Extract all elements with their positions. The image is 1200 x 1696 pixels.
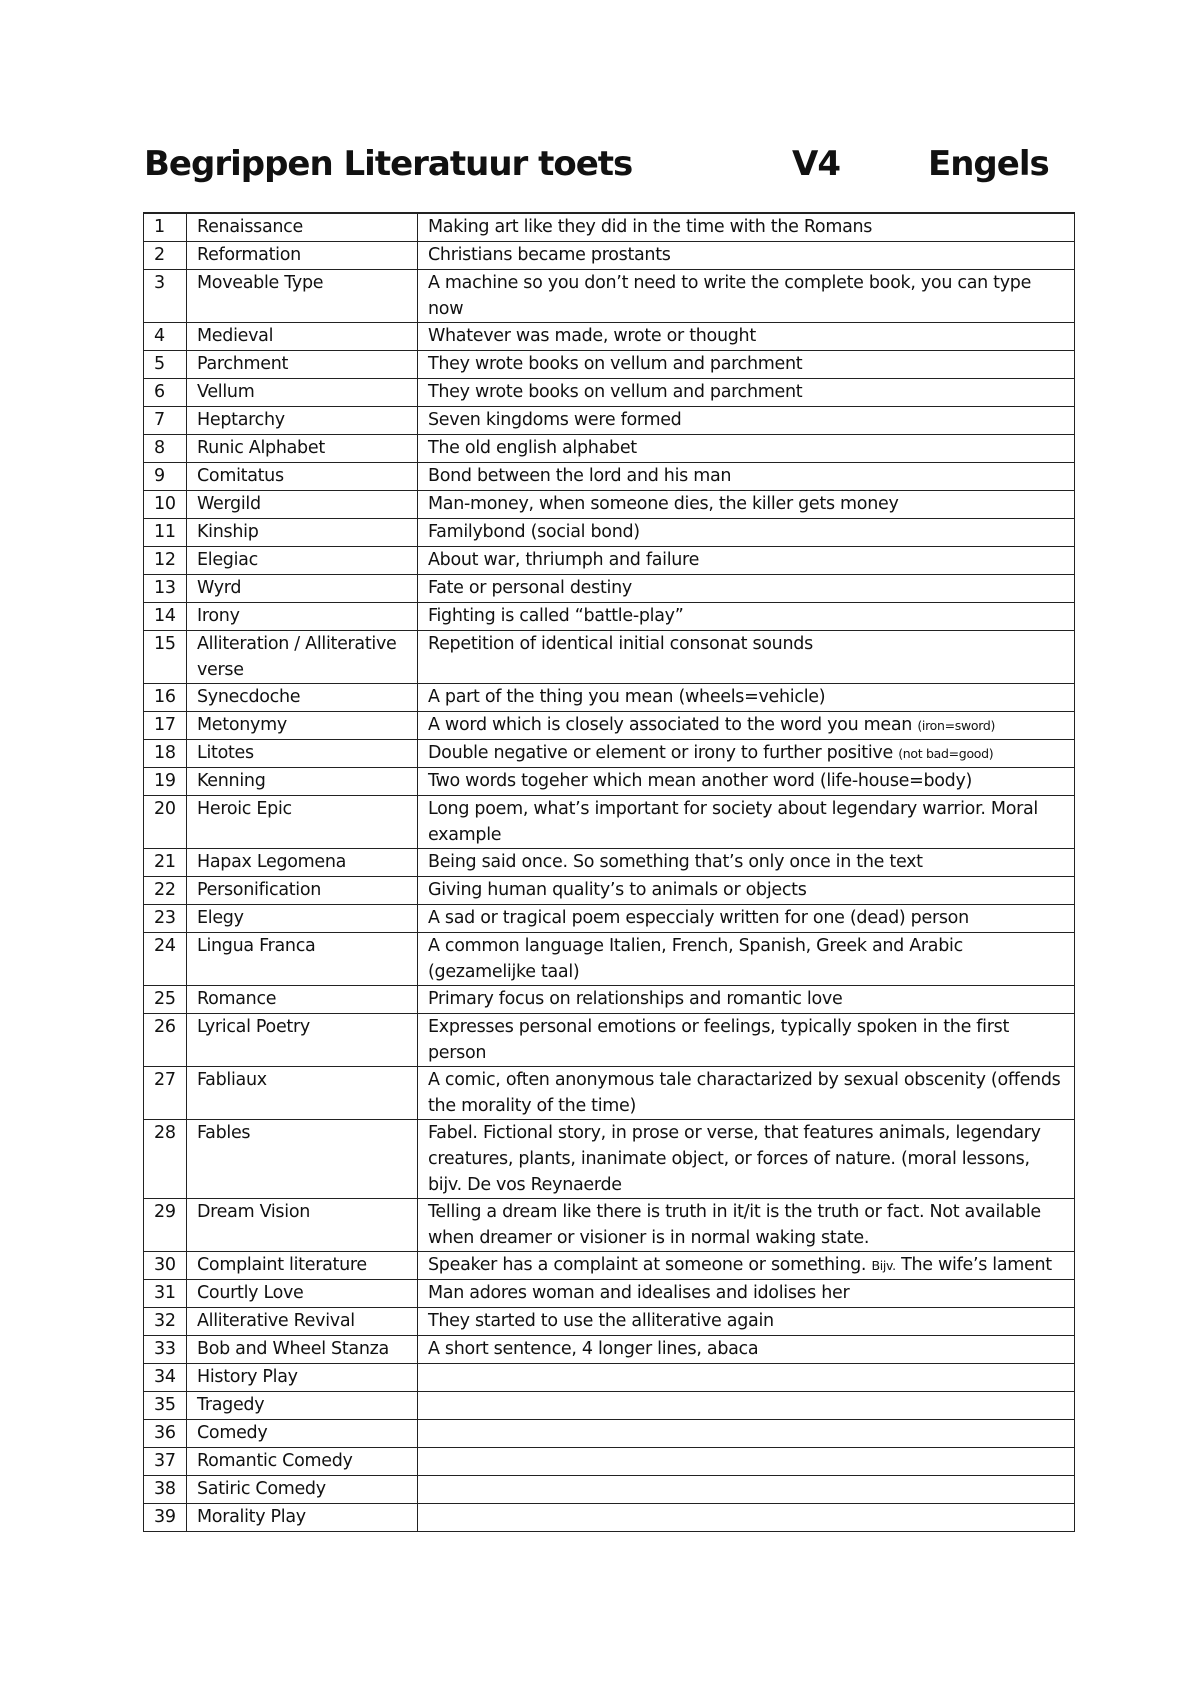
row-number: 2 <box>144 241 187 269</box>
definition-note: Bijv. <box>871 1257 896 1273</box>
definition-cell <box>418 406 1075 434</box>
table-row <box>144 1335 1075 1363</box>
row-number: 39 <box>144 1503 187 1531</box>
term-cell: Elegiac <box>187 546 418 574</box>
definition-cell <box>418 904 1075 932</box>
term-cell: Romantic Comedy <box>187 1447 418 1475</box>
table-row <box>144 241 1075 269</box>
row-number: 20 <box>144 795 187 848</box>
term-cell: Kenning <box>187 767 418 795</box>
table-row <box>144 739 1075 767</box>
term-cell: Vellum <box>187 378 418 406</box>
definition-cell <box>418 1198 1075 1251</box>
row-number: 33 <box>144 1335 187 1363</box>
class-level: V4 <box>792 144 840 184</box>
term-cell: Alliterative Revival <box>187 1307 418 1335</box>
table-row <box>144 462 1075 490</box>
definition-cell <box>418 378 1075 406</box>
definition-note: (not bad=good) <box>898 745 994 761</box>
definition-cell <box>418 350 1075 378</box>
row-number: 7 <box>144 406 187 434</box>
definition-text: Long poem, what’s important for society about legendary warrior. Moral example <box>428 798 1038 845</box>
row-number: 28 <box>144 1119 187 1198</box>
definition-text: A sad or tragical poem especcialy written for one (dead) person <box>428 907 969 928</box>
term-cell: Bob and Wheel Stanza <box>187 1335 418 1363</box>
definition-cell <box>418 322 1075 350</box>
definition-text: Bond between the lord and his man <box>428 465 732 486</box>
definition-cell <box>418 1335 1075 1363</box>
term-cell: Romance <box>187 985 418 1013</box>
terms-table <box>143 212 1075 1532</box>
term-cell: Renaissance <box>187 213 418 241</box>
definition-cell <box>418 1279 1075 1307</box>
term-cell: Courtly Love <box>187 1279 418 1307</box>
definition-text: Familybond (social bond) <box>428 521 640 542</box>
definition-text: They started to use the alliterative again <box>428 1310 774 1331</box>
terms-table-body <box>144 213 1075 1531</box>
table-row <box>144 213 1075 241</box>
definition-text: Fighting is called “battle-play” <box>428 605 684 626</box>
row-number: 25 <box>144 985 187 1013</box>
definition-text: A part of the thing you mean (wheels=vehicle) <box>428 686 826 707</box>
term-cell: Satiric Comedy <box>187 1475 418 1503</box>
row-number: 34 <box>144 1363 187 1391</box>
term-cell: Wyrd <box>187 574 418 602</box>
definition-tail: The wife’s lament <box>901 1254 1052 1275</box>
row-number: 19 <box>144 767 187 795</box>
term-cell: Lyrical Poetry <box>187 1013 418 1066</box>
definition-text: Telling a dream like there is truth in it/it is the truth or fact. Not available when dreamer or visioner is in normal waking state. <box>428 1201 1041 1248</box>
row-number: 4 <box>144 322 187 350</box>
definition-text: Whatever was made, wrote or thought <box>428 325 756 346</box>
term-cell: History Play <box>187 1363 418 1391</box>
definition-cell <box>418 1307 1075 1335</box>
table-row <box>144 1419 1075 1447</box>
definition-cell <box>418 1475 1075 1503</box>
row-number: 35 <box>144 1391 187 1419</box>
row-number: 27 <box>144 1066 187 1119</box>
table-row <box>144 322 1075 350</box>
term-cell: Morality Play <box>187 1503 418 1531</box>
row-number: 12 <box>144 546 187 574</box>
table-row <box>144 1119 1075 1198</box>
definition-cell <box>418 1119 1075 1198</box>
term-cell: Hapax Legomena <box>187 848 418 876</box>
table-row <box>144 630 1075 683</box>
definition-cell <box>418 1419 1075 1447</box>
definition-cell <box>418 1391 1075 1419</box>
definition-note: (iron=sword) <box>917 717 996 733</box>
definition-cell <box>418 932 1075 985</box>
definition-text: Fate or personal destiny <box>428 577 632 598</box>
definition-cell <box>418 546 1075 574</box>
table-row <box>144 406 1075 434</box>
table-row <box>144 518 1075 546</box>
row-number: 23 <box>144 904 187 932</box>
row-number: 9 <box>144 462 187 490</box>
term-cell: Fables <box>187 1119 418 1198</box>
definition-text: Speaker has a complaint at someone or something. <box>428 1254 867 1275</box>
table-row <box>144 1198 1075 1251</box>
definition-text: Primary focus on relationships and romantic love <box>428 988 843 1009</box>
definition-cell <box>418 1251 1075 1279</box>
table-row <box>144 1503 1075 1531</box>
definition-text: A machine so you don’t need to write the complete book, you can type now <box>428 272 1032 319</box>
row-number: 16 <box>144 683 187 711</box>
table-row <box>144 546 1075 574</box>
term-cell: Parchment <box>187 350 418 378</box>
row-number: 6 <box>144 378 187 406</box>
row-number: 30 <box>144 1251 187 1279</box>
definition-cell <box>418 876 1075 904</box>
definition-cell <box>418 434 1075 462</box>
row-number: 3 <box>144 269 187 322</box>
table-row <box>144 1391 1075 1419</box>
definition-text: Seven kingdoms were formed <box>428 409 682 430</box>
definition-cell <box>418 683 1075 711</box>
term-cell: Personification <box>187 876 418 904</box>
term-cell: Moveable Type <box>187 269 418 322</box>
definition-cell <box>418 1066 1075 1119</box>
row-number: 17 <box>144 711 187 739</box>
definition-cell <box>418 241 1075 269</box>
term-cell: Reformation <box>187 241 418 269</box>
row-number: 37 <box>144 1447 187 1475</box>
definition-cell <box>418 711 1075 739</box>
definition-cell <box>418 1013 1075 1066</box>
definition-cell <box>418 574 1075 602</box>
definition-cell <box>418 795 1075 848</box>
term-cell: Medieval <box>187 322 418 350</box>
row-number: 31 <box>144 1279 187 1307</box>
row-number: 36 <box>144 1419 187 1447</box>
table-row <box>144 683 1075 711</box>
definition-cell <box>418 1447 1075 1475</box>
term-cell: Synecdoche <box>187 683 418 711</box>
row-number: 14 <box>144 602 187 630</box>
table-row <box>144 985 1075 1013</box>
definition-text: A short sentence, 4 longer lines, abaca <box>428 1338 759 1359</box>
definition-text: Being said once. So something that’s only once in the text <box>428 851 923 872</box>
table-row <box>144 1279 1075 1307</box>
definition-cell <box>418 602 1075 630</box>
definition-cell <box>418 1503 1075 1531</box>
definition-text: A common language Italien, French, Spanish, Greek and Arabic (gezamelijke taal) <box>428 935 963 982</box>
row-number: 38 <box>144 1475 187 1503</box>
definition-text: They wrote books on vellum and parchment <box>428 381 803 402</box>
definition-text: Giving human quality’s to animals or objects <box>428 879 807 900</box>
table-row <box>144 711 1075 739</box>
table-row <box>144 1066 1075 1119</box>
term-cell: Lingua Franca <box>187 932 418 985</box>
definition-cell <box>418 848 1075 876</box>
row-number: 24 <box>144 932 187 985</box>
term-cell: Comedy <box>187 1419 418 1447</box>
row-number: 1 <box>144 213 187 241</box>
definition-text: Two words togeher which mean another word (life-house=body) <box>428 770 973 791</box>
definition-text: The old english alphabet <box>428 437 637 458</box>
table-row <box>144 795 1075 848</box>
term-cell: Irony <box>187 602 418 630</box>
definition-cell <box>418 985 1075 1013</box>
definition-text: Making art like they did in the time with the Romans <box>428 217 873 237</box>
term-cell: Complaint literature <box>187 1251 418 1279</box>
table-row <box>144 602 1075 630</box>
term-cell: Heroic Epic <box>187 795 418 848</box>
row-number: 8 <box>144 434 187 462</box>
term-cell: Wergild <box>187 490 418 518</box>
table-row <box>144 1475 1075 1503</box>
document-title: Begrippen Literatuur toets <box>144 144 633 184</box>
definition-cell <box>418 630 1075 683</box>
definition-cell <box>418 213 1075 241</box>
definition-text: Repetition of identical initial consonat sounds <box>428 633 813 654</box>
table-row <box>144 1307 1075 1335</box>
term-cell: Runic Alphabet <box>187 434 418 462</box>
row-number: 15 <box>144 630 187 683</box>
table-row <box>144 269 1075 322</box>
subject-name: Engels <box>928 144 1049 184</box>
definition-text: A comic, often anonymous tale charactarized by sexual obscenity (offends the morality of the time) <box>428 1069 1061 1116</box>
term-cell: Tragedy <box>187 1391 418 1419</box>
definition-text: Fabel. Fictional story, in prose or verse, that features animals, legendary creatures, plants, inanimate object, or forces of nature. (moral lessons, bijv. De vos Reynaerde <box>428 1122 1041 1195</box>
table-row <box>144 490 1075 518</box>
term-cell: Comitatus <box>187 462 418 490</box>
table-row <box>144 1013 1075 1066</box>
table-row <box>144 434 1075 462</box>
table-row <box>144 876 1075 904</box>
table-row <box>144 1447 1075 1475</box>
row-number: 13 <box>144 574 187 602</box>
row-number: 32 <box>144 1307 187 1335</box>
definition-text: About war, thriumph and failure <box>428 549 700 570</box>
definition-cell <box>418 462 1075 490</box>
row-number: 18 <box>144 739 187 767</box>
term-cell: Alliteration / Alliterative verse <box>187 630 418 683</box>
table-row <box>144 932 1075 985</box>
definition-cell <box>418 269 1075 322</box>
table-row <box>144 574 1075 602</box>
table-row <box>144 1251 1075 1279</box>
definition-cell <box>418 490 1075 518</box>
row-number: 26 <box>144 1013 187 1066</box>
definition-text: They wrote books on vellum and parchment <box>428 353 803 374</box>
table-row <box>144 767 1075 795</box>
definition-text: Expresses personal emotions or feelings, typically spoken in the first person <box>428 1016 1009 1063</box>
term-cell: Metonymy <box>187 711 418 739</box>
row-number: 22 <box>144 876 187 904</box>
term-cell: Kinship <box>187 518 418 546</box>
table-row <box>144 848 1075 876</box>
definition-text: Christians became prostants <box>428 244 671 265</box>
term-cell: Fabliaux <box>187 1066 418 1119</box>
table-row <box>144 378 1075 406</box>
row-number: 29 <box>144 1198 187 1251</box>
definition-text: Man-money, when someone dies, the killer gets money <box>428 493 899 514</box>
table-row <box>144 904 1075 932</box>
definition-cell <box>418 518 1075 546</box>
definition-text: Double negative or element or irony to further positive <box>428 742 893 763</box>
term-cell: Heptarchy <box>187 406 418 434</box>
row-number: 21 <box>144 848 187 876</box>
term-cell: Elegy <box>187 904 418 932</box>
document-header <box>144 144 1074 200</box>
definition-cell <box>418 1363 1075 1391</box>
term-cell: Litotes <box>187 739 418 767</box>
row-number: 10 <box>144 490 187 518</box>
definition-text: Man adores woman and idealises and idolises her <box>428 1282 850 1303</box>
definition-cell <box>418 767 1075 795</box>
table-row <box>144 1363 1075 1391</box>
definition-text: A word which is closely associated to the word you mean <box>428 714 913 735</box>
row-number: 11 <box>144 518 187 546</box>
definition-cell <box>418 739 1075 767</box>
row-number: 5 <box>144 350 187 378</box>
table-row <box>144 350 1075 378</box>
term-cell: Dream Vision <box>187 1198 418 1251</box>
